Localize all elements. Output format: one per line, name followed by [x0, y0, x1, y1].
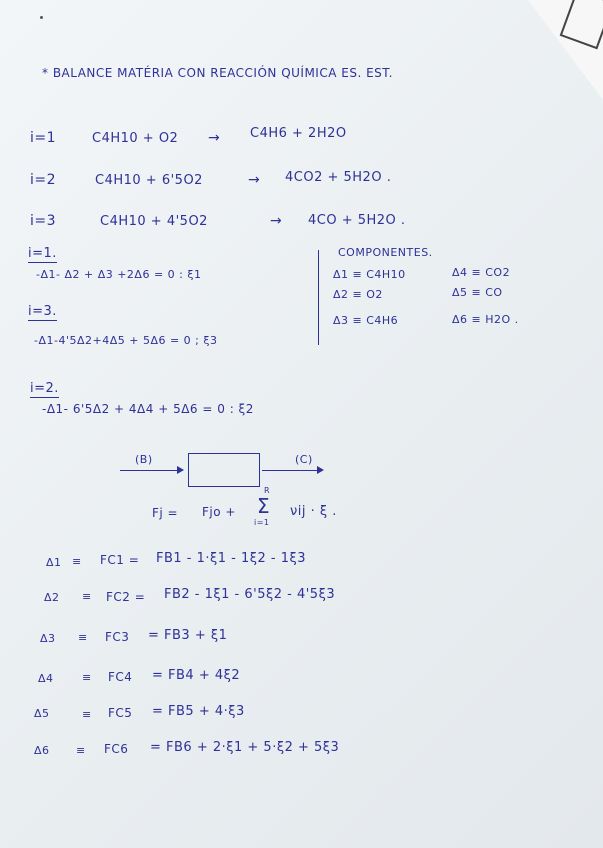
ink-dot	[40, 16, 43, 19]
reaction-2-products: 4CO2 + 5H2O .	[285, 170, 392, 185]
outlet-arrow	[262, 470, 322, 471]
balance-i1-label: i=1.	[28, 246, 57, 261]
flow-2-expression: FB2 - 1ξ1 - 6'5ξ2 - 4'5ξ3	[164, 587, 336, 602]
flow-6-equiv: ≡	[76, 744, 86, 757]
component-d5: Δ5 ≡ CO	[452, 286, 503, 299]
flow-6-outlet: FC6	[104, 742, 129, 756]
outlet-label: (C)	[295, 453, 313, 466]
flow-4-outlet: FC4	[108, 670, 133, 684]
flow-1-equiv: ≡	[72, 555, 82, 568]
reaction-3-reactants: C4H10 + 4'5O2	[100, 214, 208, 229]
flow-4-expression: = FB4 + 4ξ2	[152, 668, 241, 683]
flow-1-outlet: FC1 =	[100, 553, 140, 567]
component-d3: Δ3 ≡ C4H6	[333, 314, 399, 327]
flow-3-expression: = FB3 + ξ1	[148, 628, 228, 643]
balance-i3-equation: -Δ1-4'5Δ2+4Δ5 + 5Δ6 = 0 ; ξ3	[34, 334, 218, 347]
flow-5-equiv: ≡	[82, 708, 92, 721]
reaction-1-index: i=1	[30, 130, 57, 146]
components-title: COMPONENTES.	[338, 246, 433, 259]
balance-i2-label: i=2.	[30, 381, 59, 396]
sum-lower-limit: i=1	[254, 518, 270, 527]
reaction-3-index: i=3	[30, 213, 57, 229]
general-eq-lhs: Fj =	[152, 506, 179, 520]
flow-3-outlet: FC3	[105, 630, 130, 644]
flow-3-component: Δ3	[40, 632, 56, 645]
reaction-3-arrow: →	[270, 213, 283, 229]
page-title: * BALANCE MATÉRIA CON REACCIÓN QUÍMICA ES. EST.	[42, 66, 393, 80]
flow-3-equiv: ≡	[78, 631, 88, 644]
component-d2: Δ2 ≡ O2	[333, 288, 383, 301]
reaction-2-index: i=2	[30, 172, 57, 188]
reaction-1-arrow: →	[208, 130, 221, 146]
balance-i3-label: i=3.	[28, 304, 57, 319]
flow-2-component: Δ2	[44, 591, 60, 604]
flow-5-expression: = FB5 + 4·ξ3	[152, 704, 245, 719]
reaction-1-reactants: C4H10 + O2	[92, 131, 179, 146]
component-d6: Δ6 ≡ H2O .	[452, 313, 519, 326]
section-divider	[318, 250, 319, 345]
flow-2-outlet: FC2 =	[106, 590, 146, 604]
reaction-1-products: C4H6 + 2H2O	[250, 126, 347, 141]
sum-upper-limit: R	[264, 486, 271, 495]
reaction-3-products: 4CO + 5H2O .	[308, 213, 406, 228]
reaction-2-arrow: →	[248, 172, 261, 188]
general-eq-term: νij · ξ .	[290, 504, 337, 519]
flow-4-equiv: ≡	[82, 671, 92, 684]
flow-5-component: Δ5	[34, 707, 50, 720]
flow-4-component: Δ4	[38, 672, 54, 685]
inlet-arrow	[120, 470, 182, 471]
sum-symbol: Σ	[257, 494, 271, 518]
flow-6-component: Δ6	[34, 744, 50, 757]
component-d4: Δ4 ≡ CO2	[452, 266, 511, 279]
flow-1-expression: FB1 - 1·ξ1 - 1ξ2 - 1ξ3	[156, 551, 307, 566]
flow-1-component: Δ1	[46, 556, 62, 569]
flow-5-outlet: FC5	[108, 706, 133, 720]
balance-i1-equation: -Δ1- Δ2 + Δ3 +2Δ6 = 0 : ξ1	[36, 268, 202, 281]
reactor-box	[188, 453, 260, 487]
balance-i2-equation: -Δ1- 6'5Δ2 + 4Δ4 + 5Δ6 = 0 : ξ2	[42, 402, 254, 416]
general-eq-rhs: Fjo +	[202, 505, 236, 519]
flow-6-expression: = FB6 + 2·ξ1 + 5·ξ2 + 5ξ3	[150, 740, 340, 755]
component-d1: Δ1 ≡ C4H10	[333, 268, 406, 281]
inlet-label: (B)	[135, 453, 153, 466]
reaction-2-reactants: C4H10 + 6'5O2	[95, 173, 203, 188]
flow-2-equiv: ≡	[82, 590, 92, 603]
